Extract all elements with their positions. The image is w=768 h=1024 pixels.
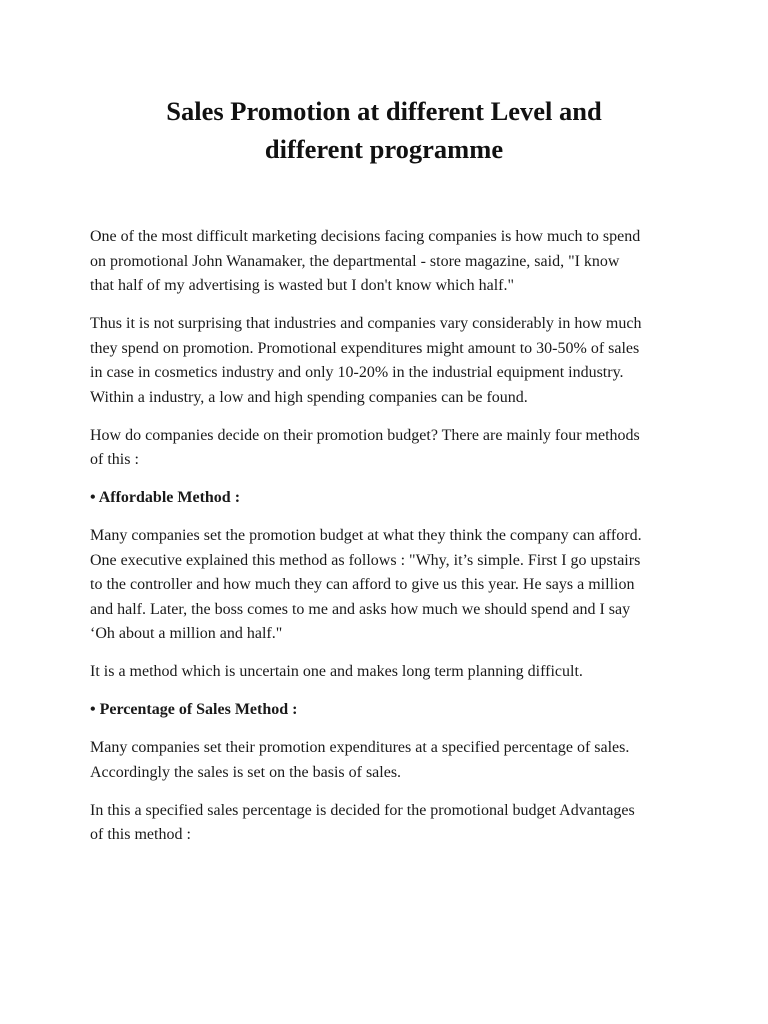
paragraph-intro: One of the most difficult marketing decisions facing companies is how much to spend on promotional John Wanamaker, the departmental - store magazine, said, "I know that half of my advertising is wasted but I don't know which half." [90, 228, 641, 294]
heading-affordable-method: • Affordable Method : [90, 489, 241, 506]
heading-percentage-of-sales: • Percentage of Sales Method : [90, 701, 298, 718]
document-title: Sales Promotion at different Level and different programme [166, 96, 602, 164]
document-body [90, 225, 690, 861]
paragraph-percentage-advantages: In this a specified sales percentage is decided for the promotional budget Advantages of this method : [90, 801, 635, 843]
paragraph-budget-question: How do companies decide on their promotion budget? There are mainly four methods of this : [90, 426, 640, 468]
paragraph-affordable-drawback: It is a method which is uncertain one and makes long term planning difficult. [90, 663, 583, 680]
paragraph-affordable-method: Many companies set the promotion budget at what they think the company can afford. One executive explained this method as follows : "Why, it’s simple. First I go upstairs to the controller and how much they can afford to give us this year. He says a million and half. Later, the boss comes to me and asks how much we should spend and I say ‘Oh about a million and half." [90, 527, 642, 642]
paragraph-industry-spending: Thus it is not surprising that industries and companies vary considerably in how much they spend on promotion. Promotional expenditures might amount to 30-50% of sales in case in cosmetics industry and only 10-20% in the industrial equipment industry. Within a industry, a low and high spending companies can be found. [90, 315, 642, 406]
paragraph-percentage-of-sales: Many companies set their promotion expenditures at a specified percentage of sales. Accordingly the sales is set on the basis of sales. [90, 739, 630, 781]
